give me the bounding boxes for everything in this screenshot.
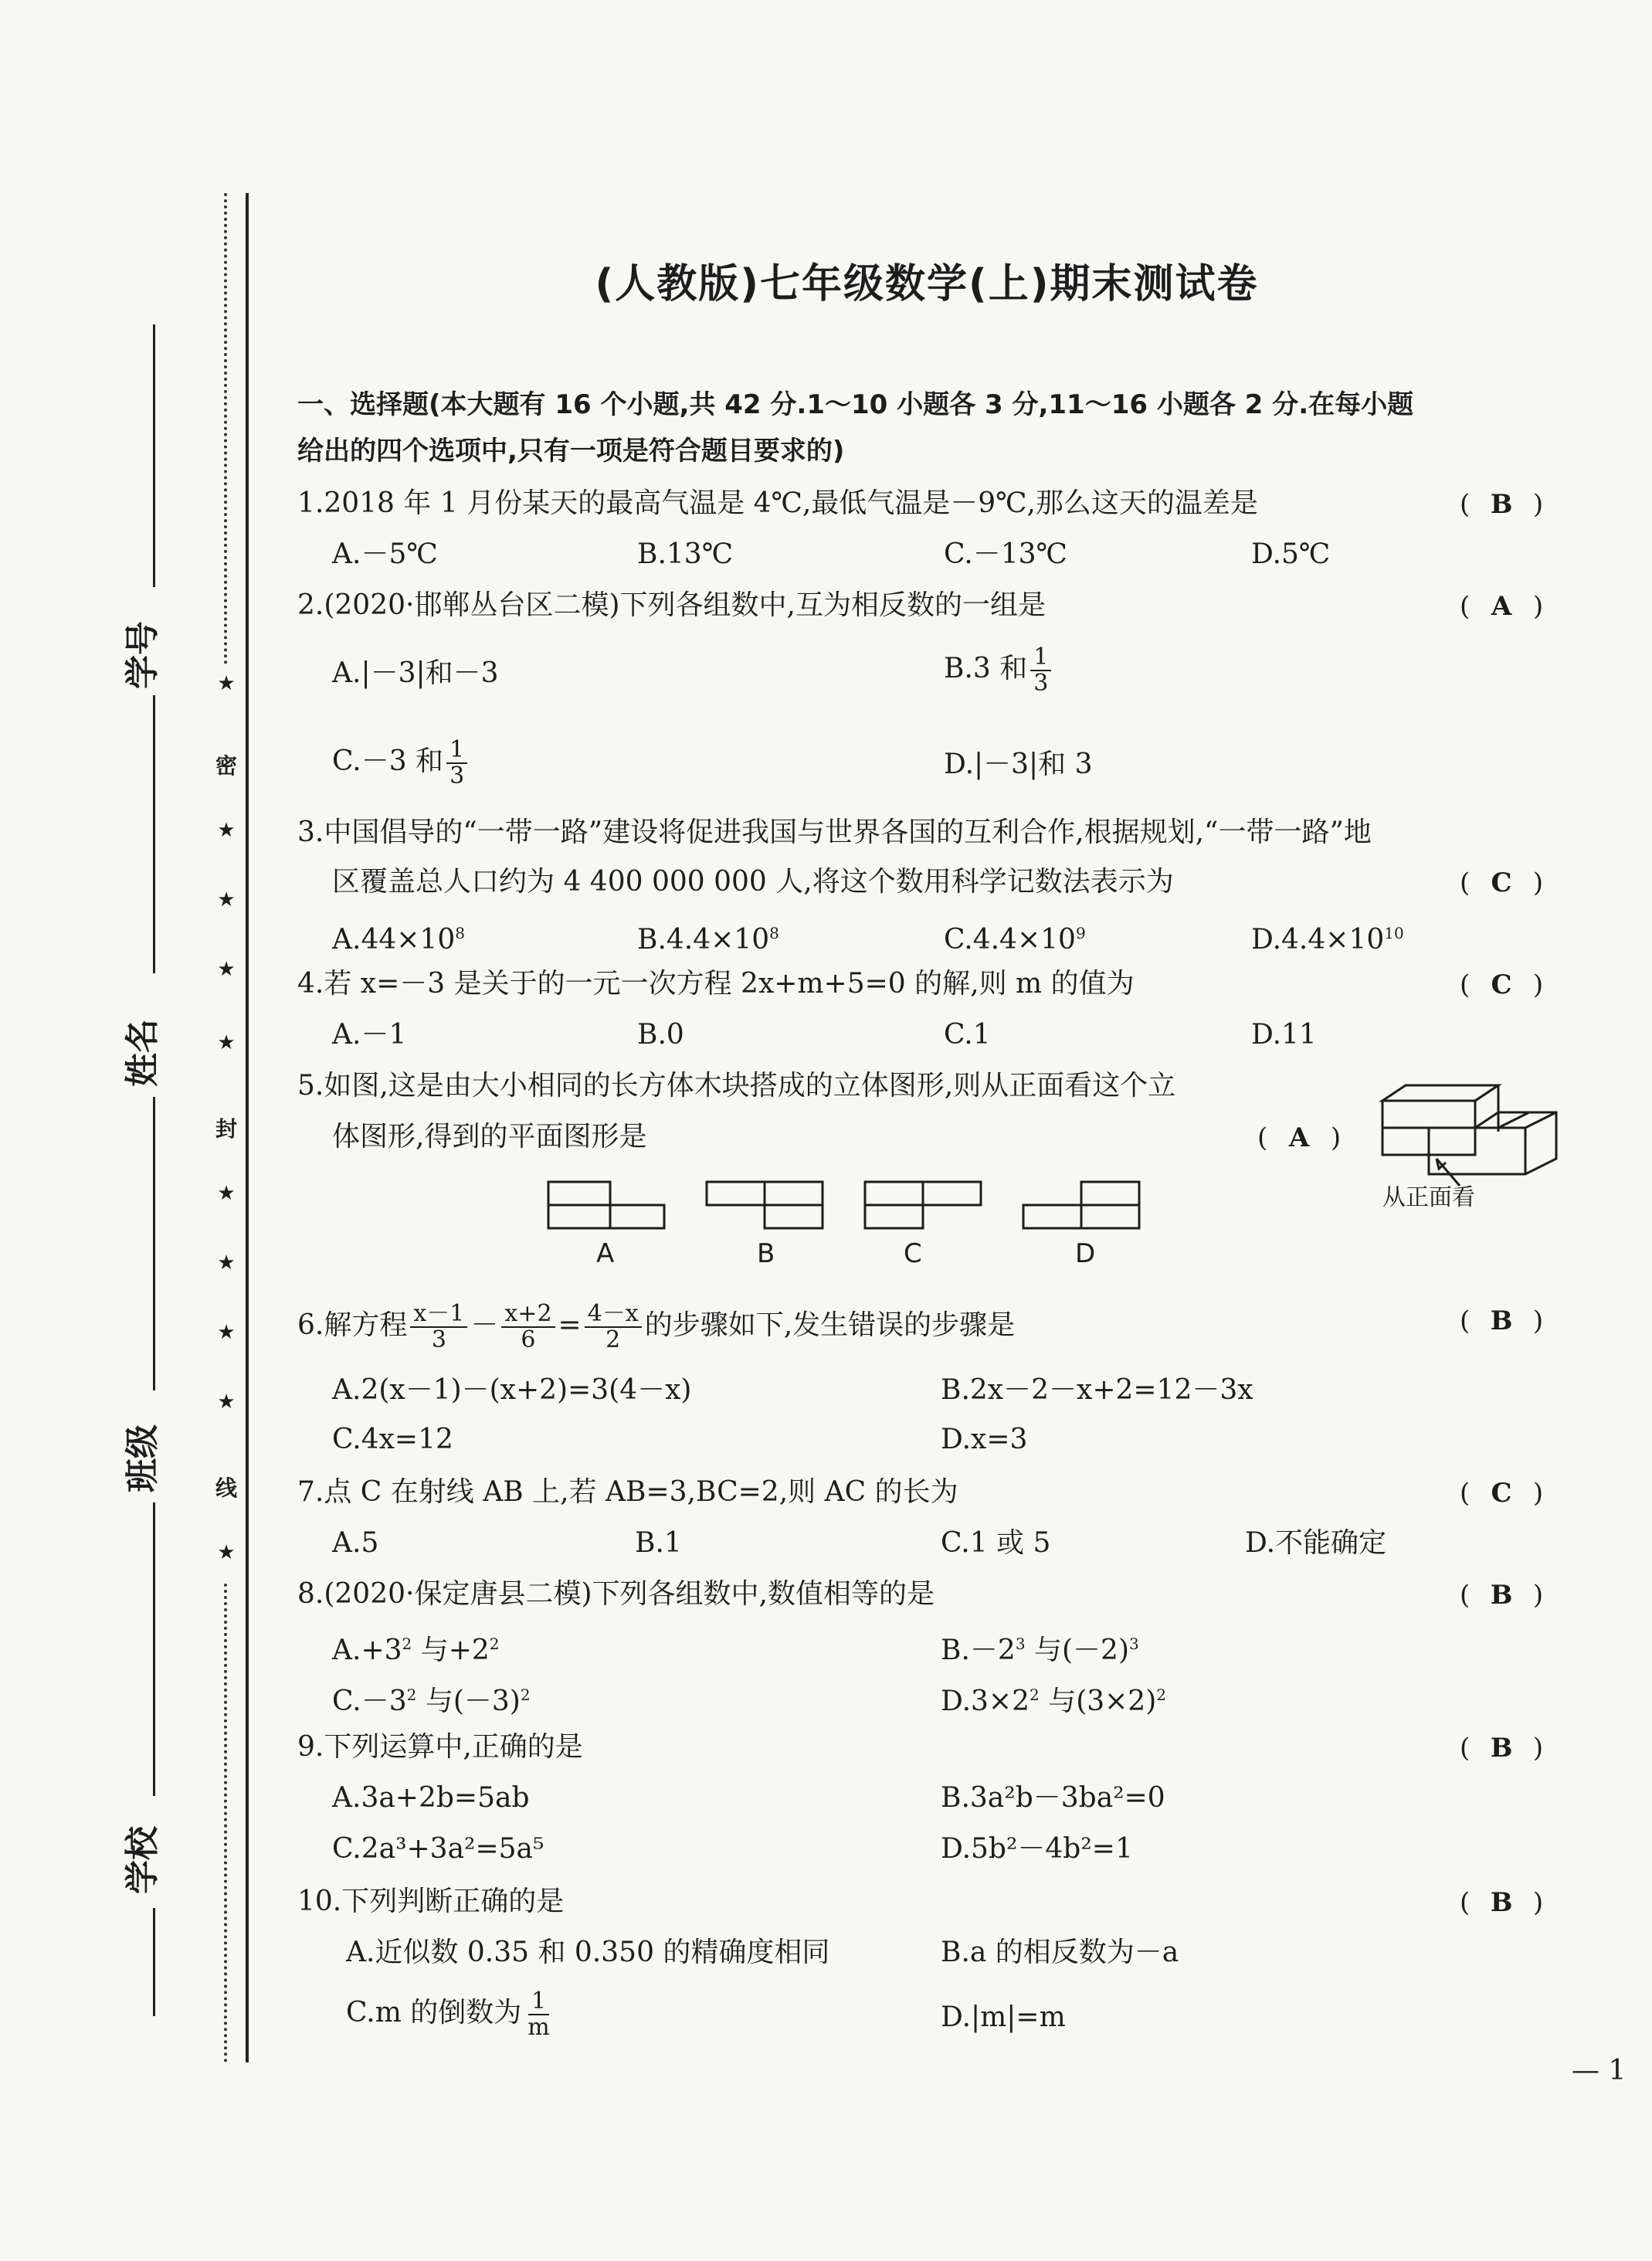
fraction — [446, 738, 467, 789]
seal-word-feng: 封 — [215, 1116, 237, 1142]
page-number: — 1 — [1572, 2055, 1627, 2086]
q6-answer: ( B ) — [1460, 1305, 1544, 1336]
star-icon: ★ — [217, 1541, 236, 1564]
q6-stem-suffix: 的步骤如下,发生错误的步骤是 — [644, 1309, 1016, 1341]
q5-figure-caption: 从正面看 — [1382, 1184, 1475, 1211]
blank-student-id — [153, 324, 155, 587]
q7-option-a: A.5 — [332, 1527, 379, 1559]
star-icon: ★ — [217, 1031, 236, 1054]
q4-option-c: C.1 — [944, 1019, 991, 1051]
q3-stem-line2: 区覆盖总人口约为 4 400 000 000 人,将这个数用科学记数法表示为 — [332, 866, 1174, 898]
q5-option-c-label: C — [904, 1238, 922, 1269]
blank-name — [153, 695, 155, 973]
q3-option-b-text: B.4.4×10 — [637, 924, 770, 956]
q7-option-d: D.不能确定 — [1245, 1527, 1387, 1559]
q3-option-c — [944, 916, 1086, 957]
q4-option-b: B.0 — [637, 1019, 684, 1051]
section-heading-line2: 给出的四个选项中,只有一项是符合题目要求的) — [297, 436, 845, 467]
q9-option-b: B.3a²b－3ba²=0 — [941, 1782, 1165, 1814]
fraction-numerator: 1 — [528, 1989, 549, 2015]
exponent: 2 — [520, 1686, 531, 1704]
q4-answer: ( C ) — [1460, 969, 1544, 1000]
exponent: 2 — [489, 1635, 500, 1653]
q1-option-d: D.5℃ — [1251, 538, 1331, 570]
q6-stem-prefix: 6.解方程 — [297, 1309, 408, 1341]
q8-option-a-text-2: 与+2 — [420, 1635, 490, 1666]
q8-option-d-text: D.3×2 — [941, 1686, 1030, 1717]
label-school: 学校 — [123, 1826, 162, 1894]
q8-option-b — [941, 1627, 1139, 1668]
label-student-id: 学号 — [123, 621, 162, 689]
exponent: 3 — [1015, 1635, 1026, 1653]
q2-answer: ( A ) — [1460, 591, 1544, 622]
page-title: (人教版)七年级数学(上)期末测试卷 — [595, 261, 1259, 307]
section-heading-line1: 一、选择题(本大题有 16 个小题,共 42 分.1～10 小题各 3 分,11～16 小题各 2 分.在每小题 — [297, 389, 1414, 420]
star-icon: ★ — [217, 958, 236, 981]
q1-stem: 1.2018 年 1 月份某天的最高气温是 4℃,最低气温是－9℃,那么这天的温差是 — [297, 487, 1258, 519]
q2-stem: 2.(2020·邯郸丛台区二模)下列各组数中,互为相反数的一组是 — [297, 589, 1046, 621]
q1-option-a: A.－5℃ — [332, 538, 438, 570]
q3-option-b — [637, 916, 779, 957]
q9-answer: ( B ) — [1460, 1733, 1544, 1764]
equals-sign: = — [558, 1309, 582, 1341]
q2-option-a: A.|－3|和－3 — [332, 657, 499, 689]
q8-option-c-text-2: 与(－3) — [425, 1686, 521, 1717]
q10-option-b: B.a 的相反数为－a — [941, 1937, 1179, 1968]
q3-option-d-text: D.4.4×10 — [1251, 924, 1385, 956]
minus-sign: － — [470, 1309, 499, 1341]
q5-option-d-label: D — [1075, 1238, 1096, 1269]
q7-stem: 7.点 C 在射线 AB 上,若 AB=3,BC=2,则 AC 的长为 — [297, 1476, 958, 1508]
fraction — [501, 1302, 555, 1353]
fraction-denominator: 3 — [1033, 670, 1049, 697]
seal-word-mi: 密 — [215, 753, 237, 779]
fraction-numerator: 1 — [446, 738, 467, 764]
star-icon: ★ — [217, 819, 236, 842]
q4-option-d: D.11 — [1251, 1019, 1317, 1051]
q1-option-b: B.13℃ — [637, 538, 733, 570]
q2-option-d: D.|－3|和 3 — [944, 749, 1093, 780]
q1-option-c: C.－13℃ — [944, 538, 1067, 570]
q10-option-d: D.|m|=m — [941, 2001, 1066, 2033]
fraction-denominator: m — [527, 2014, 550, 2041]
q9-option-c: C.2a³+3a²=5a⁵ — [332, 1833, 544, 1865]
q2-option-c-text: C.－3 和 — [332, 745, 444, 777]
q6-option-d: D.x=3 — [941, 1424, 1028, 1455]
exponent: 2 — [402, 1635, 412, 1653]
q8-option-c — [332, 1678, 531, 1719]
q8-answer: ( B ) — [1460, 1580, 1544, 1611]
q2-option-b — [944, 645, 1054, 696]
blank-class — [153, 1097, 155, 1390]
fraction — [585, 1302, 642, 1353]
q5-option-figures — [544, 1178, 1162, 1232]
fraction-denominator: 3 — [449, 762, 465, 789]
star-icon: ★ — [217, 888, 236, 912]
exponent: 2 — [406, 1686, 417, 1704]
star-icon: ★ — [217, 672, 236, 695]
q9-option-a: A.3a+2b=5ab — [332, 1782, 530, 1814]
q8-option-d — [941, 1678, 1166, 1719]
q4-stem: 4.若 x=－3 是关于的一元一次方程 2x+m+5=0 的解,则 m 的值为 — [297, 968, 1135, 1000]
blank-school — [153, 1502, 155, 1796]
fraction-denominator: 6 — [521, 1326, 536, 1353]
fraction-numerator: x－1 — [410, 1302, 467, 1328]
star-icon: ★ — [217, 1182, 236, 1205]
star-icon: ★ — [217, 1251, 236, 1275]
dotted-cut-line-top — [224, 193, 227, 664]
q6-stem — [297, 1302, 1015, 1353]
fraction-denominator: 2 — [606, 1326, 621, 1353]
q10-stem: 10.下列判断正确的是 — [297, 1886, 565, 1917]
fraction-numerator: 1 — [1030, 645, 1051, 671]
q7-option-c: C.1 或 5 — [941, 1527, 1051, 1559]
q6-option-c: C.4x=12 — [332, 1424, 453, 1455]
q8-option-a — [332, 1627, 500, 1668]
q3-option-a — [332, 916, 465, 957]
label-class: 班级 — [123, 1424, 162, 1492]
q8-option-b-text-2: 与(－2) — [1034, 1635, 1129, 1666]
star-icon: ★ — [217, 1390, 236, 1414]
q7-option-b: B.1 — [635, 1527, 682, 1559]
q8-option-a-text: A.+3 — [332, 1635, 402, 1666]
q5-option-a-label: A — [596, 1238, 615, 1269]
exponent: 8 — [455, 924, 465, 942]
q6-option-b: B.2x－2－x+2=12－3x — [941, 1374, 1253, 1406]
q4-option-a: A.－1 — [332, 1019, 407, 1051]
exponent: 8 — [769, 924, 779, 942]
q8-stem: 8.(2020·保定唐县二模)下列各组数中,数值相等的是 — [297, 1578, 935, 1610]
q3-option-c-text: C.4.4×10 — [944, 924, 1076, 956]
exponent: 2 — [1156, 1686, 1166, 1704]
star-icon: ★ — [217, 1321, 236, 1344]
label-name: 姓名 — [123, 1019, 162, 1087]
q5-answer: ( A ) — [1257, 1122, 1342, 1153]
q5-option-b-label: B — [757, 1238, 775, 1269]
fraction — [1030, 645, 1051, 696]
q9-stem: 9.下列运算中,正确的是 — [297, 1731, 583, 1763]
exponent: 3 — [1129, 1635, 1139, 1653]
q7-answer: ( C ) — [1460, 1478, 1544, 1509]
q9-option-d: D.5b²－4b²=1 — [941, 1833, 1133, 1865]
q10-answer: ( B ) — [1460, 1887, 1544, 1918]
q10-option-c-text: C.m 的倒数为 — [346, 1997, 522, 2028]
q3-option-d — [1251, 916, 1404, 957]
q8-option-b-text: B.－2 — [941, 1635, 1016, 1666]
q2-option-b-text: B.3 和 — [944, 653, 1028, 684]
q5-stem-line1: 5.如图,这是由大小相同的长方体木块搭成的立体图形,则从正面看这个立 — [297, 1070, 1176, 1102]
exponent: 9 — [1075, 924, 1086, 942]
q10-option-c — [346, 1989, 556, 2040]
exponent: 2 — [1030, 1686, 1040, 1704]
fraction — [524, 1989, 552, 2040]
q8-option-d-text-2: 与(3×2) — [1048, 1686, 1157, 1717]
q2-option-c — [332, 738, 470, 789]
fraction-denominator: 3 — [431, 1326, 446, 1353]
blank-school-end — [153, 1908, 155, 2016]
q8-option-c-text: C.－3 — [332, 1686, 407, 1717]
exponent: 10 — [1384, 924, 1404, 942]
fraction-numerator: x+2 — [501, 1302, 555, 1328]
seal-word-xian: 线 — [215, 1475, 237, 1501]
q10-option-a: A.近似数 0.35 和 0.350 的精确度相同 — [346, 1937, 830, 1968]
fraction-numerator: 4－x — [585, 1302, 642, 1328]
q3-option-a-text: A.44×10 — [332, 924, 456, 956]
q3-stem-line1: 3.中国倡导的“一带一路”建设将促进我国与世界各国的互利合作,根据规划,“一带一路”地 — [297, 816, 1372, 848]
q3-answer: ( C ) — [1460, 867, 1544, 898]
dotted-cut-line-bottom — [224, 1584, 227, 2062]
q1-answer: ( B ) — [1460, 489, 1544, 520]
fraction — [410, 1302, 467, 1353]
solid-margin-line — [246, 193, 249, 2062]
q6-option-a: A.2(x－1)－(x+2)=3(4－x) — [332, 1374, 692, 1406]
q5-stem-line2: 体图形,得到的平面图形是 — [332, 1121, 647, 1153]
